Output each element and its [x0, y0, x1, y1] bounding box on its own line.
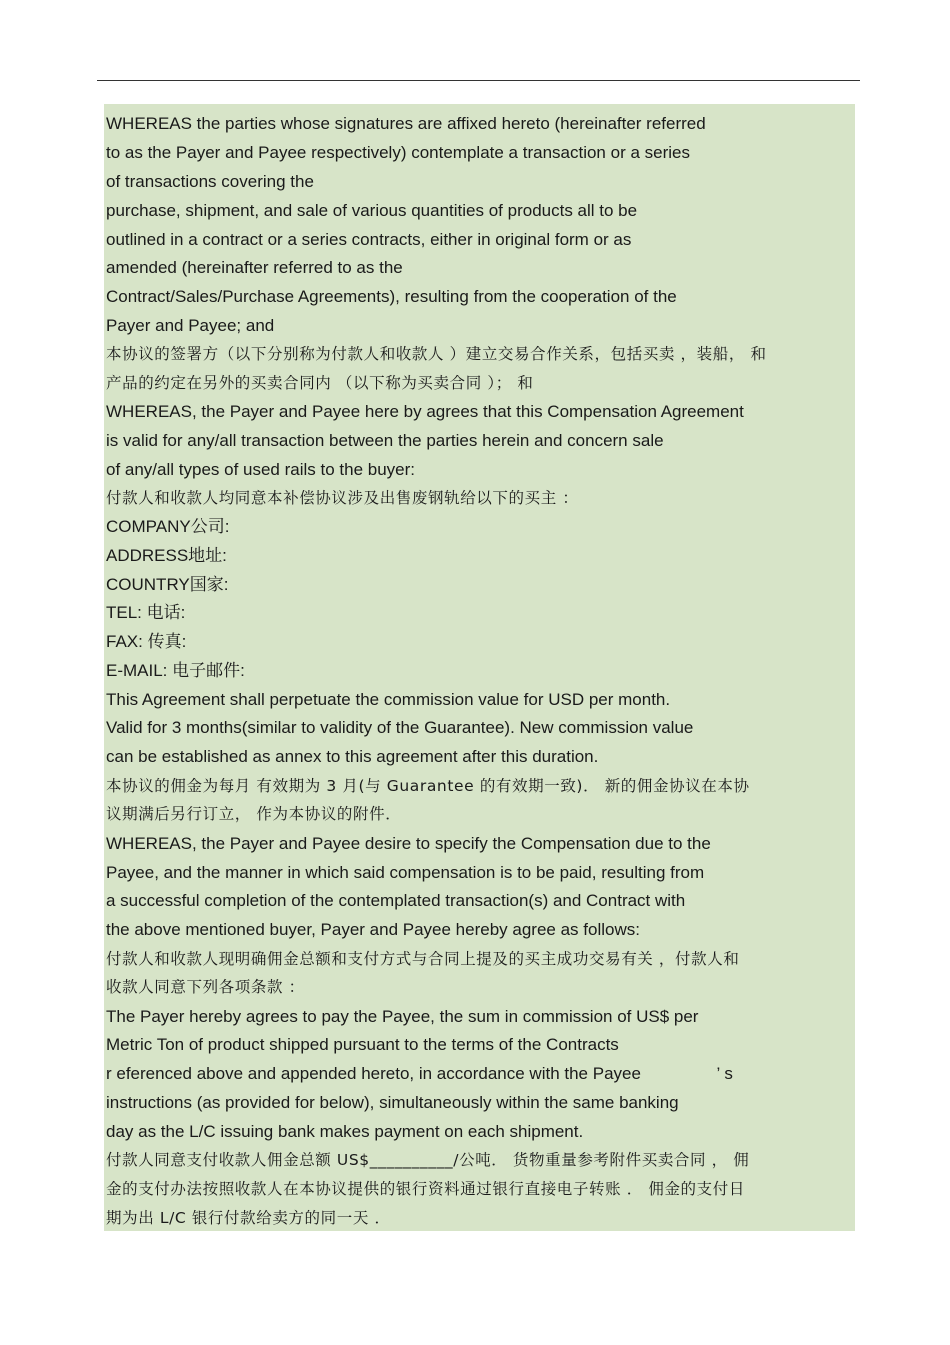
- text-line-33: Metric Ton of product shipped pursuant to the terms of the Contracts: [106, 1035, 619, 1054]
- fax-field-label: FAX: 传真:: [106, 632, 187, 651]
- text-line-13: of any/all types of used rails to the buyer:: [106, 460, 416, 479]
- text-line-38: 金的支付办法按照收款人在本协议提供的银行资料通过银行直接电子转账 ． 佣金的支付日: [106, 1180, 745, 1198]
- text-line-9: 本协议的签署方（以下分别称为付款人和收款人 ）建立交易合作关系，包括买卖 ，装船， 和: [106, 345, 767, 363]
- text-line-32: The Payer hereby agrees to pay the Payee, the sum in commission of US$ per: [106, 1007, 699, 1026]
- email-field-label: E-MAIL: 电子邮件:: [106, 661, 245, 680]
- text-line-10: 产品的约定在另外的买卖合同内 （以下称为买卖合同 ）； 和: [106, 374, 534, 392]
- text-line-11: WHEREAS, the Payer and Payee here by agrees that this Compensation Agreement: [106, 402, 744, 421]
- text-line-39: 期为出 L/C 银行付款给卖方的同一天 ．: [106, 1209, 391, 1227]
- text-line-37: 付款人同意支付收款人佣金总额 US$__________/公吨． 货物重量参考附件买卖合同 ， 佣: [106, 1151, 750, 1169]
- text-line-12: is valid for any/all transaction between the parties herein and concern sale: [106, 431, 664, 450]
- text-line-31: 收款人同意下列各项条款 ：: [106, 978, 305, 996]
- text-line-7: Contract/Sales/Purchase Agreements), resulting from the cooperation of the: [106, 287, 677, 306]
- company-field-label: COMPANY公司:: [106, 517, 230, 536]
- text-line-36: day as the L/C issuing bank makes payment on each shipment.: [106, 1122, 584, 1141]
- text-line-26: WHEREAS, the Payer and Payee desire to specify the Compensation due to the: [106, 834, 711, 853]
- address-field-label: ADDRESS地址:: [106, 546, 227, 565]
- text-line-14: 付款人和收款人均同意本补偿协议涉及出售废钢轨给以下的买主 ：: [106, 489, 579, 507]
- text-line-27: Payee, and the manner in which said compensation is to be paid, resulting from: [106, 863, 705, 882]
- text-line-23: can be established as annex to this agreement after this duration.: [106, 747, 599, 766]
- text-line-4: purchase, shipment, and sale of various quantities of products all to be: [106, 201, 638, 220]
- text-line-29: the above mentioned buyer, Payer and Payee hereby agree as follows:: [106, 920, 640, 939]
- text-line-2: to as the Payer and Payee respectively) contemplate a transaction or a series: [106, 143, 690, 162]
- tel-field-label: TEL: 电话:: [106, 603, 186, 622]
- text-line-30: 付款人和收款人现明确佣金总额和支付方式与合同上提及的买主成功交易有关 ，付款人和: [106, 950, 740, 968]
- text-line-1: WHEREAS the parties whose signatures are affixed hereto (hereinafter referred: [106, 114, 706, 133]
- text-line-6: amended (hereinafter referred to as the: [106, 258, 403, 277]
- text-line-34: r eferenced above and appended hereto, in accordance with the Payee ’ s: [106, 1064, 733, 1083]
- header-rule: [97, 80, 860, 81]
- text-line-25: 议期满后另行订立， 作为本协议的附件．: [106, 805, 402, 823]
- text-line-22: Valid for 3 months(similar to validity of the Guarantee). New commission value: [106, 718, 694, 737]
- agreement-text-block: [104, 104, 855, 1231]
- text-line-8: Payer and Payee; and: [106, 316, 275, 335]
- country-field-label: COUNTRY国家:: [106, 575, 229, 594]
- text-line-21: This Agreement shall perpetuate the commission value for USD per month.: [106, 690, 671, 709]
- text-line-28: a successful completion of the contemplated transaction(s) and Contract with: [106, 891, 686, 910]
- text-line-3: of transactions covering the: [106, 172, 314, 191]
- text-line-35: instructions (as provided for below), simultaneously within the same banking: [106, 1093, 679, 1112]
- text-line-5: outlined in a contract or a series contracts, either in original form or as: [106, 230, 632, 249]
- text-line-24: 本协议的佣金为每月 有效期为 3 月(与 Guarantee 的有效期一致)． 新的佣金协议在本协: [106, 777, 750, 795]
